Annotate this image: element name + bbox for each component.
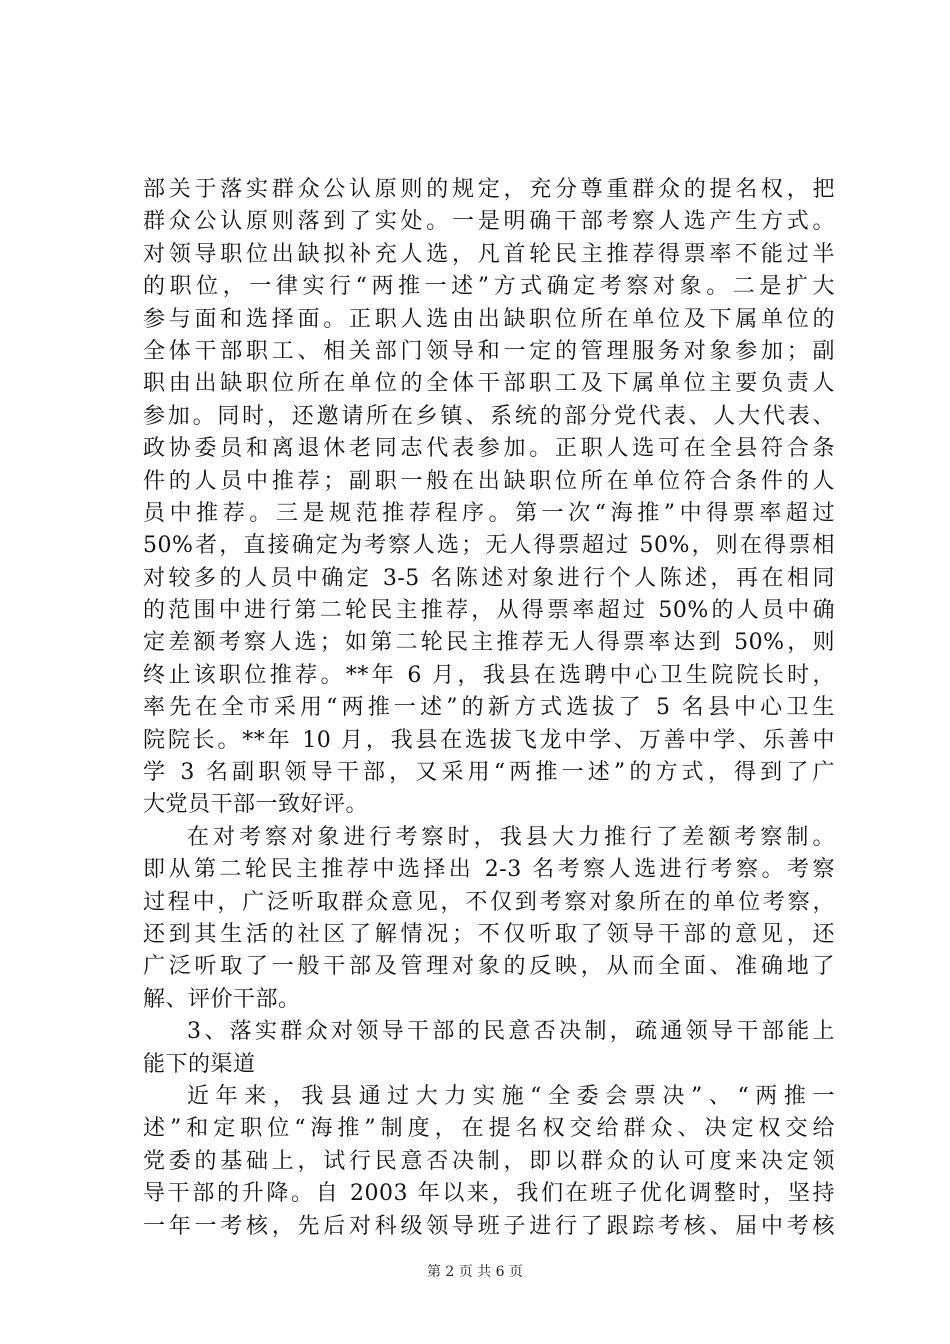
- text-line: 院院长。**年 10 月，我县在选拔飞龙中学、万善中学、乐善中: [143, 727, 835, 753]
- text-line: 部关于落实群众公认原则的规定，充分尊重群众的提名权，把: [143, 177, 835, 202]
- text-line: 参与面和选择面。正职人选由出缺职位所在单位及下属单位的: [143, 306, 835, 332]
- text-line: 员中推荐。三是规范推荐程序。第一次“海推”中得票率超过: [143, 500, 835, 526]
- text-line: 50%者，直接确定为考察人选；无人得票超过 50%，则在得票相: [143, 533, 835, 559]
- paragraph-first-line: 在对考察对象进行考察时，我县大力推行了差额考察制。: [187, 824, 835, 850]
- text-line: 还到其生活的社区了解情况；不仅听取了领导干部的意见，还: [143, 921, 835, 947]
- text-line: 解、评价干部。: [143, 986, 301, 1012]
- text-line: 述”和定职位“海推”制度，在提名权交给群众、决定权交给: [143, 1116, 835, 1142]
- text-line: 一年一考核，先后对科级领导班子进行了跟踪考核、届中考核: [143, 1213, 835, 1239]
- text-line: 大党员干部一致好评。: [143, 792, 369, 818]
- text-line: 即从第二轮民主推荐中选择出 2-3 名考察人选进行考察。考察: [143, 857, 835, 883]
- text-line: 定差额考察人选；如第二轮民主推荐无人得票率达到 50%，则: [143, 630, 835, 656]
- text-line: 全体干部职工、相关部门领导和一定的管理服务对象参加；副: [143, 338, 835, 364]
- text-line: 件的人员中推荐；副职一般在出缺职位所在单位符合条件的人: [143, 468, 835, 494]
- text-line: 学 3 名副职领导干部，又采用“两推一述”的方式，得到了广: [143, 760, 835, 786]
- text-line: 对较多的人员中确定 3-5 名陈述对象进行个人陈述，再在相同: [143, 565, 835, 591]
- text-line: 导干部的升降。自 2003 年以来，我们在班子优化调整时，坚持: [143, 1181, 835, 1207]
- page-footer: 第 2 页 共 6 页: [426, 1264, 524, 1280]
- text-line: 对领导职位出缺拟补充人选，凡首轮民主推荐得票率不能过半: [143, 241, 835, 267]
- text-line: 终止该职位推荐。**年 6 月，我县在选聘中心卫生院院长时，: [143, 662, 835, 688]
- text-line: 过程中，广泛听取群众意见，不仅到考察对象所在的单位考察，: [143, 889, 835, 915]
- text-line: 率先在全市采用“两推一述”的新方式选拔了 5 名县中心卫生: [143, 695, 835, 721]
- text-line: 政协委员和离退休老同志代表参加。正职人选可在全县符合条: [143, 436, 835, 462]
- text-line: 广泛听取了一般干部及管理对象的反映，从而全面、准确地了: [143, 954, 835, 980]
- text-line: 党委的基础上，试行民意否决制，即以群众的认可度来决定领: [143, 1148, 835, 1174]
- text-line: 参加。同时，还邀请所在乡镇、系统的部分党代表、人大代表、: [143, 403, 835, 429]
- document-body: [143, 174, 835, 1243]
- text-line: 的范围中进行第二轮民主推荐，从得票率超过 50%的人员中确: [143, 598, 835, 624]
- text-line: 职由出缺职位所在单位的全体干部职工及下属单位主要负责人: [143, 371, 835, 397]
- text-line: 的职位，一律实行“两推一述”方式确定考察对象。二是扩大: [143, 274, 835, 300]
- paragraph-first-line: 近年来，我县通过大力实施“全委会票决”、“两推一: [187, 1083, 835, 1109]
- section-heading: 3、落实群众对领导干部的民意否决制，疏通领导干部能上: [187, 1019, 835, 1045]
- section-heading-continued: 能下的渠道: [143, 1051, 256, 1077]
- text-line: 群众公认原则落到了实处。一是明确干部考察人选产生方式。: [143, 209, 835, 235]
